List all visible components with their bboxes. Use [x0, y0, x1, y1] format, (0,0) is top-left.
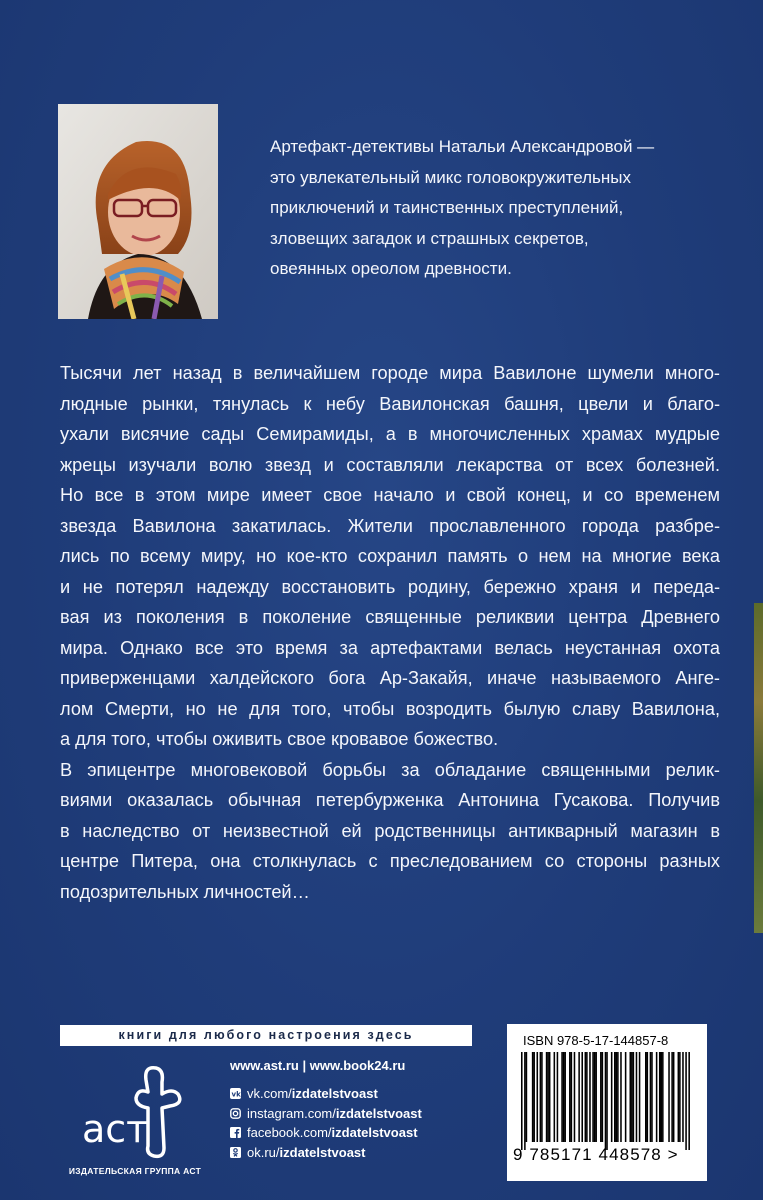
annotation-line: центре Питера, она столкнулась с преследованием со стороны разных [60, 851, 720, 871]
author-photo [58, 104, 218, 319]
barcode-bar [549, 1052, 551, 1142]
barcode-bar [537, 1052, 539, 1142]
annotation-line: подозрительных личностей… [60, 881, 310, 902]
social-handle: izdatelstvoast [335, 1105, 422, 1121]
annotation-line: а для того, чтобы оживить свое кровавое божество. [60, 729, 499, 749]
social-link-vk[interactable] [230, 1084, 422, 1104]
blurb-line: это увлекательный микс головокружительных [270, 167, 632, 187]
blurb-line: зловещих загадок и страшных секретов, [270, 228, 589, 248]
barcode-bar [563, 1052, 565, 1142]
barcode-bar [668, 1052, 670, 1142]
ok-icon [230, 1147, 241, 1158]
barcode-bar [581, 1052, 583, 1142]
annotation-line: лом Смерти, но не для того, чтобы возродить былую славу Вавилона, [60, 698, 720, 719]
barcode-bar [532, 1052, 534, 1142]
barcode-bar [557, 1052, 559, 1142]
barcode-bar [540, 1052, 542, 1142]
social-handle: izdatelstvoast [279, 1144, 366, 1160]
tagline-bar: книги для любого настроения здесь [60, 1025, 472, 1046]
barcode-bar [521, 1052, 523, 1150]
annotation-line: и не потерял надежду восстановить родину, бережно храня и переда- [60, 576, 720, 597]
barcode-bar [625, 1052, 627, 1142]
barcode-bar [526, 1052, 528, 1142]
barcode-bar [614, 1052, 616, 1142]
barcode-bar [631, 1052, 633, 1142]
barcode-bar [651, 1052, 653, 1142]
barcode-bar [524, 1052, 526, 1150]
book-annotation [60, 358, 720, 907]
barcode-bar [546, 1052, 548, 1142]
barcode-bar [586, 1052, 588, 1142]
barcode-bar [685, 1052, 687, 1150]
social-links [230, 1084, 422, 1162]
blurb-line: овеянных ореолом древности. [270, 259, 512, 278]
barcode-bar [630, 1052, 632, 1142]
barcode-bar [645, 1052, 647, 1142]
blurb-line: приключений и таинственных преступлений, [270, 198, 624, 217]
annotation-line: Тысячи лет назад в величайшем городе мира Вавилоне шумели много- [60, 363, 720, 383]
barcode-bar [659, 1052, 661, 1142]
barcode-bar [569, 1052, 571, 1142]
barcode-bar [554, 1052, 556, 1142]
barcode-bar [633, 1052, 635, 1142]
social-handle: izdatelstvoast [331, 1125, 418, 1141]
isbn-label: ISBN 978-5-17-144857-8 [523, 1033, 669, 1048]
annotation-line: звезда Вавилона закатилась. Жители прославленного города разбре- [60, 515, 720, 536]
annotation-line: ухали висячие сады Семирамиды, а в многочисленных храмах мудрые [60, 424, 720, 444]
facebook-icon [230, 1127, 241, 1138]
annotation-line: жрецы изучали волю звезд и составляли лекарства от всех болезней. [60, 454, 720, 475]
annotation-line: в наследство от неизвестной ей родственницы антикварный магазин в [60, 820, 720, 841]
barcode-bar [636, 1052, 638, 1142]
barcode-bar [589, 1052, 591, 1142]
instagram-icon [230, 1108, 241, 1119]
barcode-bar [617, 1052, 619, 1142]
front-cover-edge-image [754, 603, 763, 933]
barcode-bar [682, 1052, 684, 1142]
barcode-bar [541, 1052, 543, 1142]
blurb-line: Артефакт-детективы Натальи Александровой — [270, 137, 655, 156]
barcode-bar [595, 1052, 597, 1142]
barcode [519, 1052, 695, 1152]
publisher-caption: ИЗДАТЕЛЬСКАЯ ГРУППА АСТ [68, 1166, 202, 1176]
barcode-bar [678, 1052, 680, 1142]
barcode-bar [602, 1052, 604, 1142]
logo-text: аст [82, 1107, 149, 1151]
publisher-websites[interactable]: www.ast.ru | www.book24.ru [230, 1058, 406, 1073]
barcode-bar [688, 1052, 690, 1150]
social-prefix: instagram.com/ [247, 1105, 336, 1121]
barcode-bar [605, 1052, 607, 1150]
vk-icon [230, 1088, 241, 1099]
annotation-line: В эпицентре многовековой борьбы за обладание священными релик- [60, 759, 720, 780]
social-link-instagram[interactable] [230, 1104, 422, 1124]
barcode-bar [600, 1052, 602, 1142]
annotation-line: людные рынки, тянулась к небу Вавилонская башня, цвели и благо- [60, 393, 720, 414]
ean-digits: 9 785171 448578 > [513, 1145, 679, 1164]
barcode-bar [606, 1052, 608, 1150]
barcode-bar [611, 1052, 613, 1142]
social-link-facebook[interactable] [230, 1123, 422, 1143]
barcode-bar [574, 1052, 576, 1142]
barcode-bar [673, 1052, 675, 1142]
barcode-bar [592, 1052, 594, 1142]
barcode-bar [585, 1052, 587, 1142]
isbn-barcode-box [507, 1024, 707, 1181]
annotation-line: Но все в этом мире имеет свое начало и свой конец, и со временем [60, 485, 720, 505]
barcode-bar [620, 1052, 622, 1142]
barcode-bar [662, 1052, 664, 1142]
svg-text:vk: vk [231, 1090, 241, 1099]
barcode-bar [547, 1052, 549, 1142]
barcode-bar [594, 1052, 596, 1142]
ast-logo [60, 1060, 210, 1175]
barcode-bar [571, 1052, 573, 1142]
barcode-bar [656, 1052, 658, 1142]
author-blurb [270, 132, 740, 285]
barcode-bar [647, 1052, 649, 1142]
social-prefix: vk.com/ [247, 1086, 292, 1102]
annotation-line: виями оказалась обычная петербурженка Антонина Гусакова. Получив [60, 790, 720, 810]
social-prefix: facebook.com/ [247, 1125, 332, 1141]
annotation-line: вая из поколения в поколение священные реликвии центра Древнего [60, 607, 720, 627]
annotation-line: лись по всему миру, но кое-кто сохранил память о нем на многие века [60, 546, 720, 566]
barcode-bar [564, 1052, 566, 1142]
barcode-bar [616, 1052, 618, 1142]
barcode-bar [533, 1052, 535, 1142]
social-handle: izdatelstvoast [291, 1086, 378, 1102]
annotation-line: приверженцами халдейского бога Ар-Закайя, иначе называемого Анге- [60, 668, 720, 688]
barcode-bar [639, 1052, 641, 1142]
social-prefix: ok.ru/ [247, 1144, 280, 1160]
barcode-bar [679, 1052, 681, 1142]
annotation-line: мира. Однако все это время за артефактами велась неустанная охота [60, 637, 720, 658]
barcode-bar [661, 1052, 663, 1142]
barcode-bar [561, 1052, 563, 1142]
barcode-bar [578, 1052, 580, 1142]
barcode-bar [650, 1052, 652, 1142]
social-link-ok[interactable] [230, 1143, 422, 1163]
barcode-bar [671, 1052, 673, 1142]
